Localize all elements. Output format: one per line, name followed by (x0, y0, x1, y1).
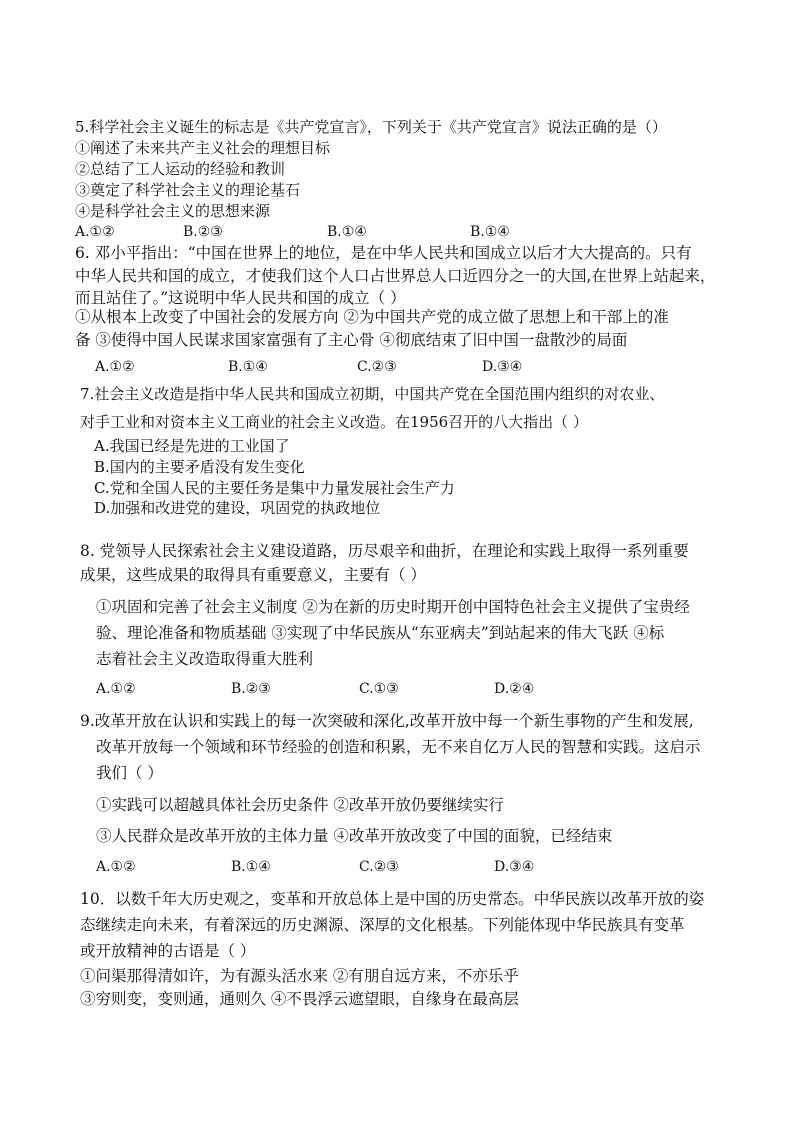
q8-option-b: B.②③ (231, 681, 271, 697)
q8-stem-line-2: 成果，这些成果的取得具有重要意义，主要有（ ） (80, 566, 426, 584)
q10-item-line-1: ①问渠那得清如许，为有源头活水来 ②有朋自远方来，不亦乐乎 (80, 967, 519, 985)
q5-option-c: B.①④ (327, 224, 367, 240)
q7-stem-line-1: 7.社会主义改造是指中华人民共和国成立初期，中国共产党在全国范围内组织的对农业、 (80, 385, 665, 403)
q7-stem-line-2: 对手工业和对资本主义工商业的社会主义改造。在1956召开的八大指出（ ） (80, 413, 588, 431)
q6-stem-line-3: 而且站住了。”这说明中华人民共和国的成立（ ） (75, 289, 406, 307)
q6-option-b: B.①④ (228, 359, 268, 375)
q6-stem-line-1: 6. 邓小平指出：“中国在世界上的地位，是在中华人民共和国成立以后才大大提高的。只有 (75, 244, 692, 262)
q9-stem-line-3: 我们（ ） (96, 764, 163, 782)
q6-option-a: A.①② (95, 359, 135, 375)
q8-item-line-1: ①巩固和完善了社会主义制度 ②为在新的历史时期开创中国特色社会主义提供了宝贵经 (96, 598, 690, 616)
q7-option-b: B.国内的主要矛盾没有发生变化 (94, 458, 305, 476)
q5-item-4: ④是科学社会主义的思想来源 (75, 202, 271, 220)
q5-item-1: ①阐述了未来共产主义社会的理想目标 (75, 139, 331, 157)
q8-option-a: A.①② (96, 681, 136, 697)
q8-item-line-3: 志着社会主义改造取得重大胜利 (96, 650, 314, 668)
q6-option-d: D.③④ (482, 359, 523, 375)
q8-option-d: D.②④ (494, 681, 535, 697)
q8-option-c: C.①③ (359, 681, 399, 697)
q9-option-a: A.①② (96, 859, 136, 875)
q7-option-c: C.党和全国人民的主要任务是集中力量发展社会生产力 (94, 479, 455, 497)
q9-item-line-2: ③人民群众是改革开放的主体力量 ④改革开放改变了中国的面貌，已经结束 (96, 827, 613, 845)
q6-item-line-1: ①从根本上改变了中国社会的发展方向 ②为中国共产党的成立做了思想上和干部上的准 (75, 308, 669, 326)
q6-stem-line-2: 中华人民共和国的成立，才使我们这个人口占世界总人口近四分之一的大国,在世界上站起来， (75, 267, 716, 285)
q10-stem-line-3: 或开放精神的古语是（ ） (80, 942, 256, 960)
q5-item-3: ③奠定了科学社会主义的理论基石 (75, 181, 301, 199)
q9-stem-line-2: 改革开放每一个领域和环节经验的创造和积累，无不来自亿万人民的智慧和实践。这启示 (96, 738, 701, 756)
q8-stem-line-1: 8. 党领导人民探索社会主义建设道路，历尽艰辛和曲折，在理论和实践上取得一系列重要 (80, 542, 689, 560)
q5-option-b: B.②③ (183, 224, 223, 240)
q9-item-line-1: ①实践可以超越具体社会历史条件 ②改革开放仍要继续实行 (96, 796, 504, 814)
q8-item-line-2: 验、理论准备和物质基础 ③实现了中华民族从“东亚病夫”到站起来的伟大飞跃 ④标 (96, 624, 665, 642)
q6-item-line-2: 备 ③使得中国人民谋求国家富强有了主心骨 ④彻底结束了旧中国一盘散沙的局面 (75, 331, 628, 349)
q9-option-d: D.③④ (494, 859, 535, 875)
q9-option-c: C.②③ (359, 859, 399, 875)
q9-stem-line-1: 9.改革开放在认识和实践上的每一次突破和深化,改革开放中每一个新生事物的产生和发展, (80, 712, 694, 730)
q5-option-a: A.①② (75, 224, 115, 240)
q5-option-d: B.①④ (470, 224, 510, 240)
q10-stem-line-1: 10．以数千年大历史观之，变革和开放总体上是中国的历史常态。中华民族以改革开放的姿 (80, 890, 705, 908)
q10-stem-line-2: 态继续走向未来，有着深远的历史渊源、深厚的文化根基。下列能体现中华民族具有变革 (80, 916, 685, 934)
q6-option-c: C.②③ (357, 359, 397, 375)
q5-stem: 5.科学社会主义诞生的标志是《共产党宣言》，下列关于《共产党宣言》说法正确的是（） (75, 118, 667, 136)
q10-item-line-2: ③穷则变，变则通，通则久 ④不畏浮云遮望眼，自缘身在最高层 (80, 990, 519, 1008)
q7-option-d: D.加强和改进党的建设，巩固党的执政地位 (94, 499, 381, 517)
q9-option-b: B.①④ (231, 859, 271, 875)
q7-option-a: A.我国已经是先进的工业国了 (94, 437, 290, 455)
q5-item-2: ②总结了工人运动的经验和教训 (75, 160, 286, 178)
